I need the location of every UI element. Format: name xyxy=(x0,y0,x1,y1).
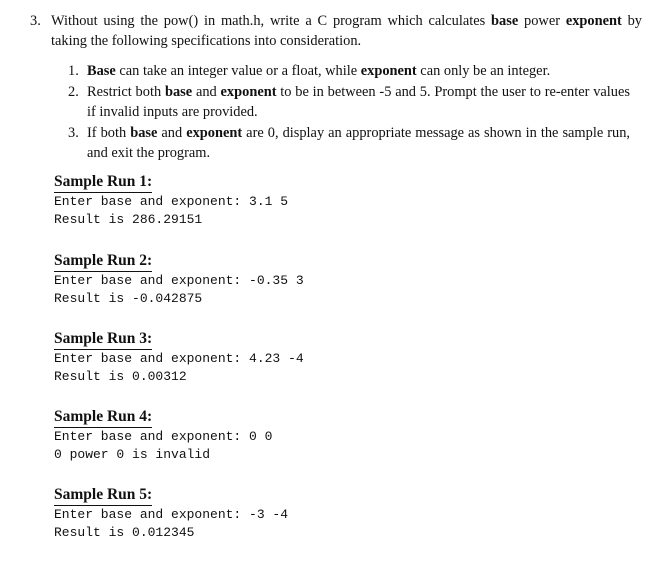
sample-run-5 xyxy=(54,486,474,542)
problem-statement xyxy=(30,11,642,51)
sample-run-title: Sample Run 5: xyxy=(54,486,152,506)
requirement-fragment: and xyxy=(192,84,221,100)
requirement-fragment: If both xyxy=(87,125,131,141)
requirement-text xyxy=(87,61,630,81)
requirement-bold-term: exponent xyxy=(186,125,243,141)
sample-run-1 xyxy=(54,173,474,229)
sample-run-title: Sample Run 2: xyxy=(54,252,152,272)
sample-run-output-line: 0 power 0 is invalid xyxy=(54,447,211,462)
sample-run-2 xyxy=(54,252,474,308)
requirement-fragment: and xyxy=(157,125,187,141)
requirement-number: 3. xyxy=(68,125,79,141)
requirement-bold-term: Base xyxy=(87,63,116,79)
requirement-number: 2. xyxy=(68,84,79,100)
requirement-item xyxy=(68,82,630,122)
requirement-fragment: are 0, display an appropriate message as shown in the sample run, and exit the program. xyxy=(87,125,630,161)
sample-run-input-line: Enter base and exponent: -0.35 3 xyxy=(54,273,304,288)
requirements-list xyxy=(68,61,630,164)
intro-base-term: base xyxy=(491,13,519,29)
sample-run-output-line: Result is -0.042875 xyxy=(54,291,203,306)
intro-text-1: Without using the pow() in math.h, write a C program which calculates xyxy=(51,13,492,29)
sample-run-input-line: Enter base and exponent: 3.1 5 xyxy=(54,194,289,209)
requirement-fragment: can take an integer value or a float, while xyxy=(115,63,361,79)
sample-run-input-line: Enter base and exponent: -3 -4 xyxy=(54,507,289,522)
requirement-bold-term: exponent xyxy=(220,84,277,100)
sample-run-4 xyxy=(54,408,474,464)
requirement-number: 1. xyxy=(68,63,79,79)
requirement-bold-term: base xyxy=(164,84,193,100)
sample-run-input-line: Enter base and exponent: 4.23 -4 xyxy=(54,351,304,366)
sample-run-output-line: Result is 0.00312 xyxy=(54,369,187,384)
intro-text-3: by taking the following specifications into consideration. xyxy=(51,13,642,49)
sample-run-title: Sample Run 1: xyxy=(54,173,152,193)
sample-run-input-line: Enter base and exponent: 0 0 xyxy=(54,429,273,444)
problem-intro xyxy=(30,11,642,51)
requirement-bold-term: base xyxy=(130,125,158,141)
sample-run-title: Sample Run 3: xyxy=(54,330,152,350)
requirement-item xyxy=(68,61,630,81)
requirement-bold-term: exponent xyxy=(360,63,417,79)
problem-number: 3. xyxy=(30,13,41,29)
requirement-text xyxy=(87,82,630,122)
requirement-fragment: Restrict both xyxy=(87,84,165,100)
sample-run-output-line: Result is 286.29151 xyxy=(54,212,203,227)
intro-text-2: power xyxy=(518,13,566,29)
sample-run-3 xyxy=(54,330,474,386)
intro-exponent-term: exponent xyxy=(565,13,622,29)
sample-run-output-line: Result is 0.012345 xyxy=(54,525,195,540)
sample-run-title: Sample Run 4: xyxy=(54,408,152,428)
requirement-text xyxy=(87,123,630,163)
problem-intro-text xyxy=(51,11,642,51)
requirement-fragment: to be in between -5 and 5. Prompt the user to re-enter values if invalid inputs are provided. xyxy=(87,84,630,120)
requirement-fragment: can only be an integer. xyxy=(416,63,551,79)
requirement-item xyxy=(68,123,630,163)
